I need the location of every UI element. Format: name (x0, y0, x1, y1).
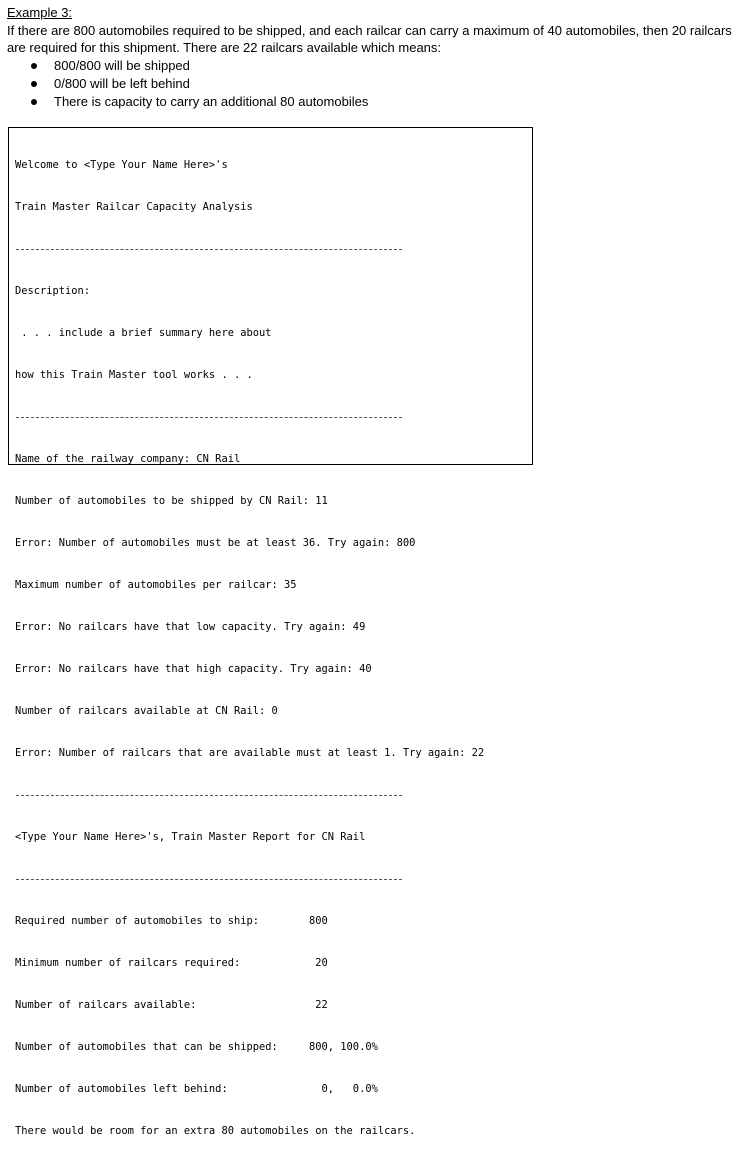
console-input-line: Error: No railcars have that high capacity. Try again: 40 (15, 663, 372, 675)
bullet-item (7, 57, 735, 75)
console-output-box (8, 127, 533, 1137)
console-report-line: Number of automobiles that can be shipped: 800, 100.0% (15, 1041, 378, 1053)
bullet-dot-icon (31, 99, 37, 105)
console-description-line: how this Train Master tool works . . . (15, 369, 253, 381)
example-paragraph-line-1: If there are 800 automobiles required to be shipped, and each railcar can carry a maximum of 40 automobiles, then 20 railcars (7, 23, 732, 38)
bullet-item (7, 75, 735, 93)
bullet-item (7, 93, 735, 111)
console-title: Train Master Railcar Capacity Analysis (15, 201, 253, 213)
console-input-line: Number of railcars available at CN Rail: 0 (15, 705, 278, 717)
console-report-line: Number of railcars available: 22 (15, 999, 328, 1011)
console-description-line: . . . include a brief summary here about (15, 327, 272, 339)
console-description-label: Description: (15, 285, 91, 297)
console-input-line: Name of the railway company: CN Rail (15, 453, 241, 465)
bullet-text: 0/800 will be left behind (54, 76, 190, 91)
separator-line (15, 242, 532, 256)
console-report-line: There would be room for an extra 80 automobiles on the railcars. (15, 1125, 416, 1137)
example-paragraph-line-2: are required for this shipment. There are 22 railcars available which means: (7, 40, 442, 55)
console-input-line: Error: Number of railcars that are available must at least 1. Try again: 22 (15, 747, 485, 759)
example-section (7, 4, 735, 111)
bullet-dot-icon (31, 63, 37, 69)
bullet-dot-icon (31, 81, 37, 87)
result-bullet-list (7, 57, 735, 111)
console-report-title: <Type Your Name Here>'s, Train Master Report for CN Rail (15, 831, 366, 843)
console-welcome: Welcome to <Type Your Name Here>'s (15, 159, 228, 171)
console-input-line: Error: No railcars have that low capacity. Try again: 49 (15, 621, 366, 633)
console-input-line: Maximum number of automobiles per railcar: 35 (15, 579, 297, 591)
separator-line (15, 410, 532, 424)
console-input-line: Error: Number of automobiles must be at least 36. Try again: 800 (15, 537, 416, 549)
console-report-line: Required number of automobiles to ship: 800 (15, 915, 328, 927)
separator-line (15, 788, 532, 802)
separator-line (15, 872, 532, 886)
console-report-line: Minimum number of railcars required: 20 (15, 957, 328, 969)
console-report-line: Number of automobiles left behind: 0, 0.0% (15, 1083, 378, 1095)
bullet-text: 800/800 will be shipped (54, 58, 190, 73)
console-input-line: Number of automobiles to be shipped by CN Rail: 11 (15, 495, 328, 507)
example-heading: Example 3: (7, 5, 73, 20)
bullet-text: There is capacity to carry an additional 80 automobiles (54, 94, 369, 109)
